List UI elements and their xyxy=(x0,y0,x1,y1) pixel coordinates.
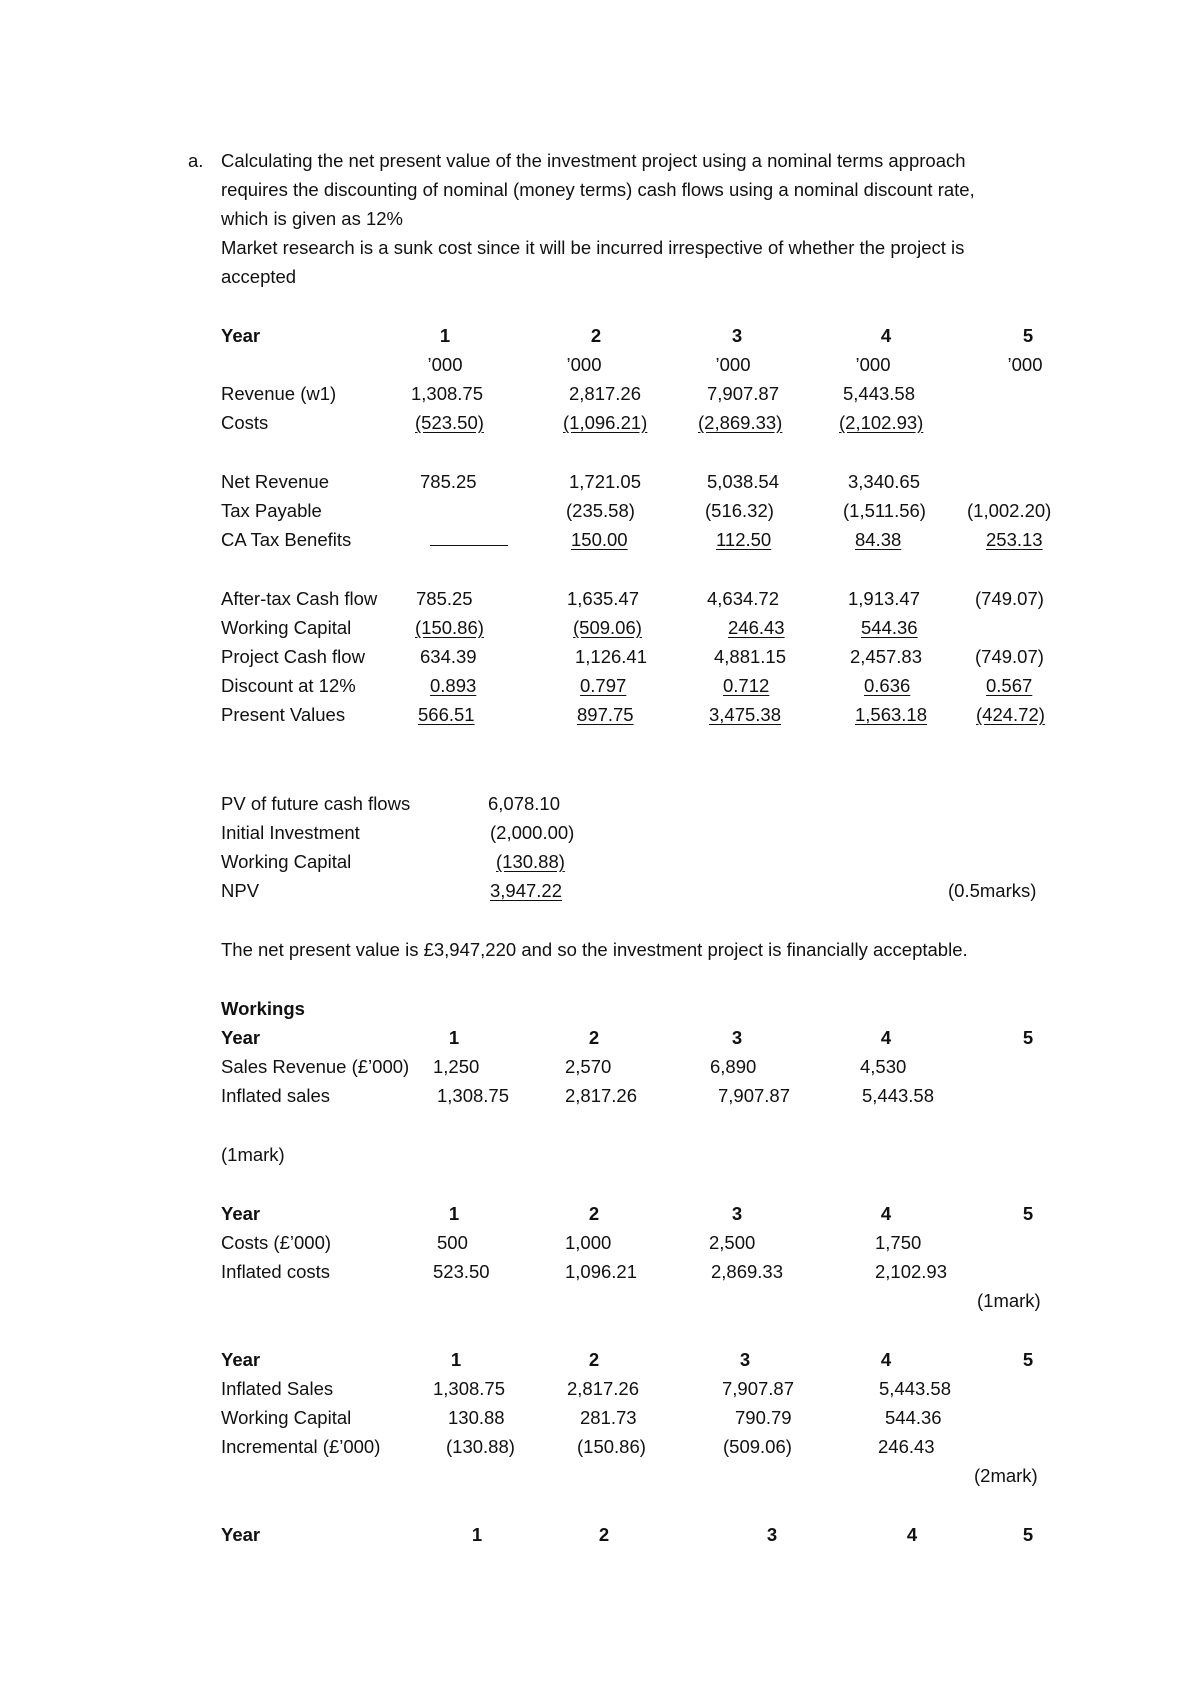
unit-label: ’000 xyxy=(855,354,891,375)
summary-label: PV of future cash flows xyxy=(221,793,411,814)
year-col-1: 1 xyxy=(448,1027,460,1048)
table-cell: (516.32) xyxy=(705,500,774,521)
table-cell: 634.39 xyxy=(420,646,477,667)
table-cell: 1,250 xyxy=(433,1056,480,1077)
intro-line: Market research is a sunk cost since it will be incurred irrespective of whether the project is xyxy=(221,237,965,258)
row-label: After-tax Cash flow xyxy=(221,588,378,609)
year-col-3: 3 xyxy=(739,1349,751,1370)
table-cell: 0.712 xyxy=(723,675,770,696)
table-cell: 523.50 xyxy=(433,1261,490,1282)
table-cell: 0.567 xyxy=(986,675,1033,696)
table-cell: 112.50 xyxy=(716,529,772,550)
intro-line: accepted xyxy=(221,266,297,287)
unit-label: ’000 xyxy=(427,354,463,375)
table-cell: 1,563.18 xyxy=(855,704,928,725)
row-label: Present Values xyxy=(221,704,346,725)
table-cell: 897.75 xyxy=(577,704,634,725)
year-header: Year xyxy=(221,1524,261,1545)
marks-label: (0.5marks) xyxy=(948,880,1037,901)
table-cell: 1,750 xyxy=(875,1232,922,1253)
year-col-1: 1 xyxy=(448,1203,460,1224)
table-cell: 7,907.87 xyxy=(707,383,780,404)
table-cell: 4,634.72 xyxy=(707,588,780,609)
row-label: Costs (£’000) xyxy=(221,1232,332,1253)
table-cell: 3,340.65 xyxy=(848,471,921,492)
table-cell: 2,500 xyxy=(709,1232,756,1253)
table-cell: (2,869.33) xyxy=(698,412,783,433)
year-col-1: 1 xyxy=(471,1524,483,1545)
intro-line: which is given as 12% xyxy=(221,208,404,229)
year-col-5: 5 xyxy=(1022,325,1034,346)
table-cell: 3,475.38 xyxy=(709,704,782,725)
year-col-4: 4 xyxy=(880,1203,892,1224)
table-cell: 544.36 xyxy=(885,1407,942,1428)
row-label: Incremental (£’000) xyxy=(221,1436,381,1457)
year-header: Year xyxy=(221,1349,261,1370)
marks-label: (1mark) xyxy=(977,1290,1041,1311)
table-cell: (150.86) xyxy=(577,1436,646,1457)
table-cell: 253.13 xyxy=(986,529,1043,550)
table-cell: 2,869.33 xyxy=(711,1261,784,1282)
marks-label: (1mark) xyxy=(221,1144,285,1165)
table-cell: 6,890 xyxy=(710,1056,757,1077)
summary-label: Working Capital xyxy=(221,851,352,872)
year-col-2: 2 xyxy=(588,1203,600,1224)
table-cell: 150.00 xyxy=(571,529,628,550)
summary-value: (2,000.00) xyxy=(490,822,575,843)
year-col-2: 2 xyxy=(590,325,602,346)
summary-value: 6,078.10 xyxy=(488,793,561,814)
workings-heading: Workings xyxy=(221,998,305,1019)
row-label: Sales Revenue (£’000) xyxy=(221,1056,410,1077)
marks-label: (2mark) xyxy=(974,1465,1038,1486)
table-cell: 130.88 xyxy=(448,1407,505,1428)
row-label: Net Revenue xyxy=(221,471,329,492)
table-cell: 1,000 xyxy=(565,1232,612,1253)
year-col-1: 1 xyxy=(439,325,451,346)
conclusion-text: The net present value is £3,947,220 and so the investment project is financially acceptable. xyxy=(221,939,968,960)
year-col-5: 5 xyxy=(1022,1203,1034,1224)
table-cell: 1,126.41 xyxy=(575,646,648,667)
row-label: Costs xyxy=(221,412,269,433)
table-cell: 246.43 xyxy=(878,1436,935,1457)
table-cell: (509.06) xyxy=(723,1436,792,1457)
table-cell: 5,443.58 xyxy=(862,1085,935,1106)
table-cell: 7,907.87 xyxy=(722,1378,795,1399)
table-cell: (523.50) xyxy=(415,412,484,433)
unit-label: ’000 xyxy=(715,354,751,375)
year-header: Year xyxy=(221,1203,261,1224)
row-label: Working Capital xyxy=(221,617,352,638)
table-cell: 5,038.54 xyxy=(707,471,780,492)
intro-line: Calculating the net present value of the investment project using a nominal terms approach xyxy=(221,150,966,171)
year-header: Year xyxy=(221,325,261,346)
year-col-3: 3 xyxy=(731,325,743,346)
table-cell: 0.636 xyxy=(864,675,911,696)
table-cell: 246.43 xyxy=(728,617,785,638)
table-cell: 4,881.15 xyxy=(714,646,787,667)
table-cell: 1,096.21 xyxy=(565,1261,638,1282)
year-col-3: 3 xyxy=(731,1027,743,1048)
year-col-5: 5 xyxy=(1022,1027,1034,1048)
blank-underline xyxy=(430,529,508,551)
year-header: Year xyxy=(221,1027,261,1048)
unit-label: ’000 xyxy=(566,354,602,375)
summary-value: (130.88) xyxy=(496,851,565,872)
table-cell: 5,443.58 xyxy=(879,1378,952,1399)
intro-line: requires the discounting of nominal (money terms) cash flows using a nominal discount rate, xyxy=(221,179,975,200)
table-cell: 544.36 xyxy=(861,617,918,638)
year-col-3: 3 xyxy=(731,1203,743,1224)
row-label: Inflated sales xyxy=(221,1085,331,1106)
table-cell: (1,096.21) xyxy=(563,412,648,433)
year-col-3: 3 xyxy=(766,1524,778,1545)
row-label: Project Cash flow xyxy=(221,646,365,667)
table-cell: 2,817.26 xyxy=(567,1378,640,1399)
list-marker: a. xyxy=(188,150,204,171)
year-col-2: 2 xyxy=(588,1349,600,1370)
table-cell: (2,102.93) xyxy=(839,412,924,433)
table-cell: (749.07) xyxy=(975,646,1044,667)
year-col-5: 5 xyxy=(1022,1524,1034,1545)
row-label: Revenue (w1) xyxy=(221,383,337,404)
table-cell: (1,511.56) xyxy=(843,500,926,521)
table-cell: (749.07) xyxy=(975,588,1044,609)
year-col-5: 5 xyxy=(1022,1349,1034,1370)
table-cell: 2,457.83 xyxy=(850,646,923,667)
row-label: Discount at 12% xyxy=(221,675,356,696)
table-cell: (1,002.20) xyxy=(967,500,1052,521)
table-cell: 1,635.47 xyxy=(567,588,640,609)
row-label: Tax Payable xyxy=(221,500,322,521)
table-cell: 2,817.26 xyxy=(569,383,642,404)
unit-label: ’000 xyxy=(1007,354,1043,375)
table-cell: 7,907.87 xyxy=(718,1085,791,1106)
year-col-4: 4 xyxy=(880,325,892,346)
row-label: Inflated costs xyxy=(221,1261,331,1282)
table-cell: 281.73 xyxy=(580,1407,637,1428)
table-cell: 566.51 xyxy=(418,704,475,725)
table-cell: 1,308.75 xyxy=(411,383,484,404)
table-cell: 1,308.75 xyxy=(433,1378,506,1399)
table-cell: 790.79 xyxy=(735,1407,792,1428)
table-cell: 4,530 xyxy=(860,1056,907,1077)
table-cell: 2,570 xyxy=(565,1056,612,1077)
summary-label: Initial Investment xyxy=(221,822,360,843)
row-label: Inflated Sales xyxy=(221,1378,334,1399)
table-cell: 0.797 xyxy=(580,675,627,696)
table-cell: 84.38 xyxy=(855,529,902,550)
summary-label: NPV xyxy=(221,880,260,901)
table-cell: 1,721.05 xyxy=(569,471,642,492)
year-col-1: 1 xyxy=(450,1349,462,1370)
table-cell: 500 xyxy=(437,1232,468,1253)
table-cell: 785.25 xyxy=(416,588,473,609)
table-cell: (150.86) xyxy=(415,617,484,638)
table-cell: 785.25 xyxy=(420,471,477,492)
year-col-4: 4 xyxy=(880,1027,892,1048)
row-label: CA Tax Benefits xyxy=(221,529,352,550)
year-col-4: 4 xyxy=(880,1349,892,1370)
table-cell: 0.893 xyxy=(430,675,477,696)
table-cell: 2,102.93 xyxy=(875,1261,948,1282)
table-cell: (130.88) xyxy=(446,1436,515,1457)
table-cell: 1,308.75 xyxy=(437,1085,510,1106)
table-cell: 5,443.58 xyxy=(843,383,916,404)
table-cell: 2,817.26 xyxy=(565,1085,638,1106)
table-cell: (235.58) xyxy=(566,500,635,521)
year-col-2: 2 xyxy=(588,1027,600,1048)
table-cell: (424.72) xyxy=(976,704,1045,725)
year-col-4: 4 xyxy=(906,1524,918,1545)
npv-value: 3,947.22 xyxy=(490,880,563,901)
year-col-2: 2 xyxy=(598,1524,610,1545)
table-cell: 1,913.47 xyxy=(848,588,921,609)
row-label: Working Capital xyxy=(221,1407,352,1428)
table-cell: (509.06) xyxy=(573,617,642,638)
